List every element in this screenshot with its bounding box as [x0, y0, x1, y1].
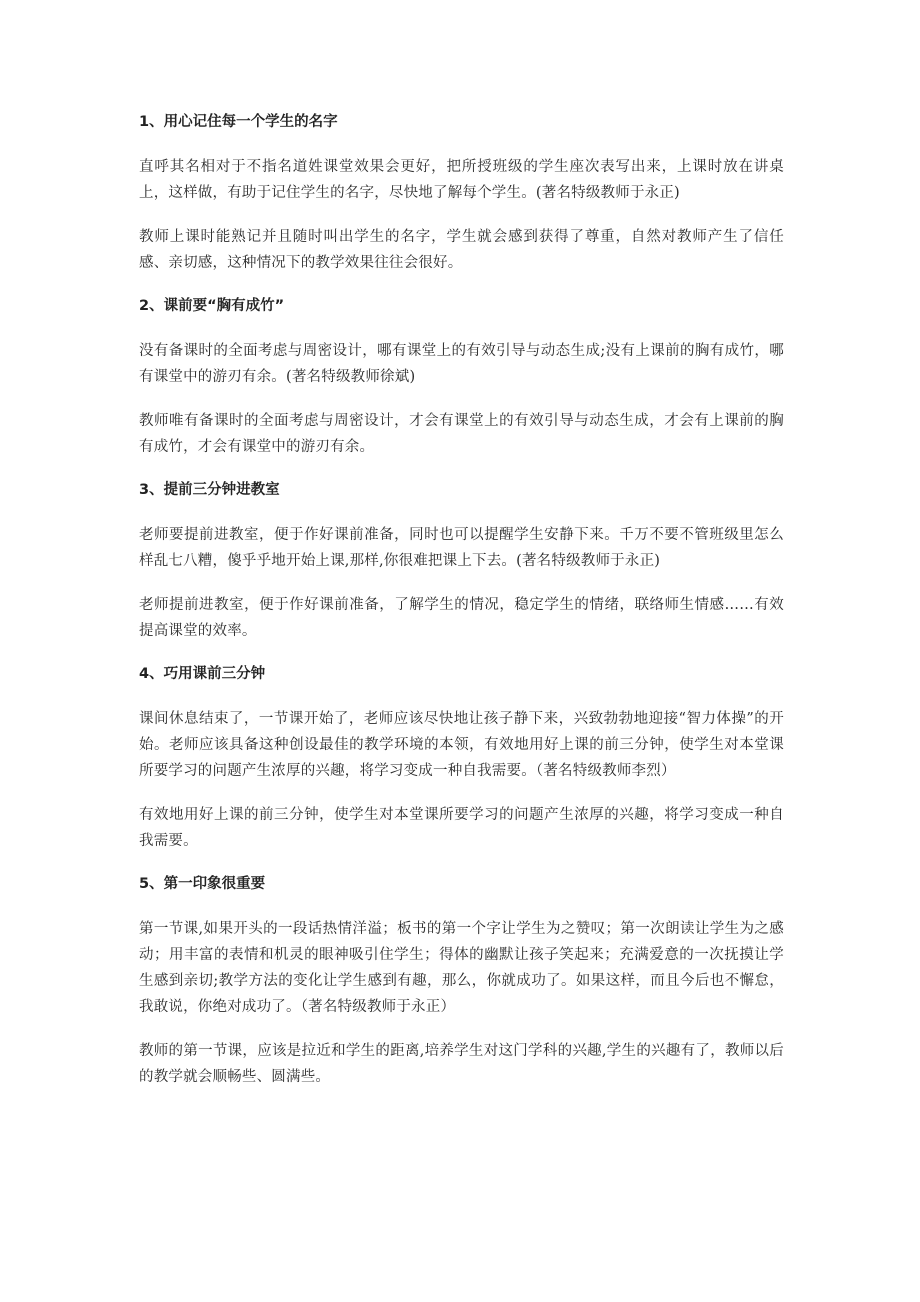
section-heading: 4、巧用课前三分钟 [139, 666, 266, 682]
section-heading: 1、用心记住每一个学生的名字 [139, 114, 338, 130]
document-body [139, 110, 784, 1108]
section-2 [139, 294, 784, 460]
section-5 [139, 872, 784, 1090]
section-4 [139, 662, 784, 854]
section-3 [139, 478, 784, 644]
paragraph: 老师提前进教室，便于作好课前准备，了解学生的情况，稳定学生的情绪，联络师生情感……有效提高课堂的效率。 [139, 597, 784, 639]
section-heading: 2、课前要“胸有成竹” [139, 298, 285, 314]
paragraph: 教师的第一节课，应该是拉近和学生的距离,培养学生对这门学科的兴趣,学生的兴趣有了，教师以后的教学就会顺畅些、圆满些。 [139, 1043, 784, 1085]
paragraph: 教师上课时能熟记并且随时叫出学生的名字，学生就会感到获得了尊重，自然对教师产生了信任感、亲切感，这种情况下的教学效果往往会很好。 [139, 229, 784, 271]
section-heading: 3、提前三分钟进教室 [139, 482, 280, 498]
section-heading: 5、第一印象很重要 [139, 876, 266, 892]
paragraph: 老师要提前进教室，便于作好课前准备，同时也可以提醒学生安静下来。千万不要不管班级里怎么样乱七八糟，傻乎乎地开始上课,那样,你很难把课上下去。(著名特级教师于永正) [139, 527, 784, 569]
paragraph: 没有备课时的全面考虑与周密设计，哪有课堂上的有效引导与动态生成;没有上课前的胸有成竹，哪有课堂中的游刃有余。(著名特级教师徐斌) [139, 343, 784, 385]
paragraph: 教师唯有备课时的全面考虑与周密设计，才会有课堂上的有效引导与动态生成，才会有上课前的胸有成竹，才会有课堂中的游刃有余。 [139, 413, 784, 455]
paragraph: 直呼其名相对于不指名道姓课堂效果会更好，把所授班级的学生座次表写出来，上课时放在讲桌上，这样做，有助于记住学生的名字，尽快地了解每个学生。(著名特级教师于永正) [139, 159, 784, 201]
paragraph: 有效地用好上课的前三分钟，使学生对本堂课所要学习的问题产生浓厚的兴趣，将学习变成一种自我需要。 [139, 807, 784, 849]
section-1 [139, 110, 784, 276]
paragraph: 课间休息结束了，一节课开始了，老师应该尽快地让孩子静下来，兴致勃勃地迎接“智力体操”的开始。老师应该具备这种创设最佳的教学环境的本领，有效地用好上课的前三分钟，使学生对本堂课所要学习的问题产生浓厚的兴趣，将学习变成一种自我需要。（著名特级教师李烈） [139, 711, 784, 779]
paragraph: 第一节课,如果开头的一段话热情洋溢；板书的第一个字让学生为之赞叹；第一次朗读让学生为之感动；用丰富的表情和机灵的眼神吸引住学生；得体的幽默让孩子笑起来；充满爱意的一次抚摸让学生感到亲切;教学方法的变化让学生感到有趣，那么，你就成功了。如果这样，而且今后也不懈怠，我敢说，你绝对成功了。（著名特级教师于永正） [139, 921, 784, 1015]
